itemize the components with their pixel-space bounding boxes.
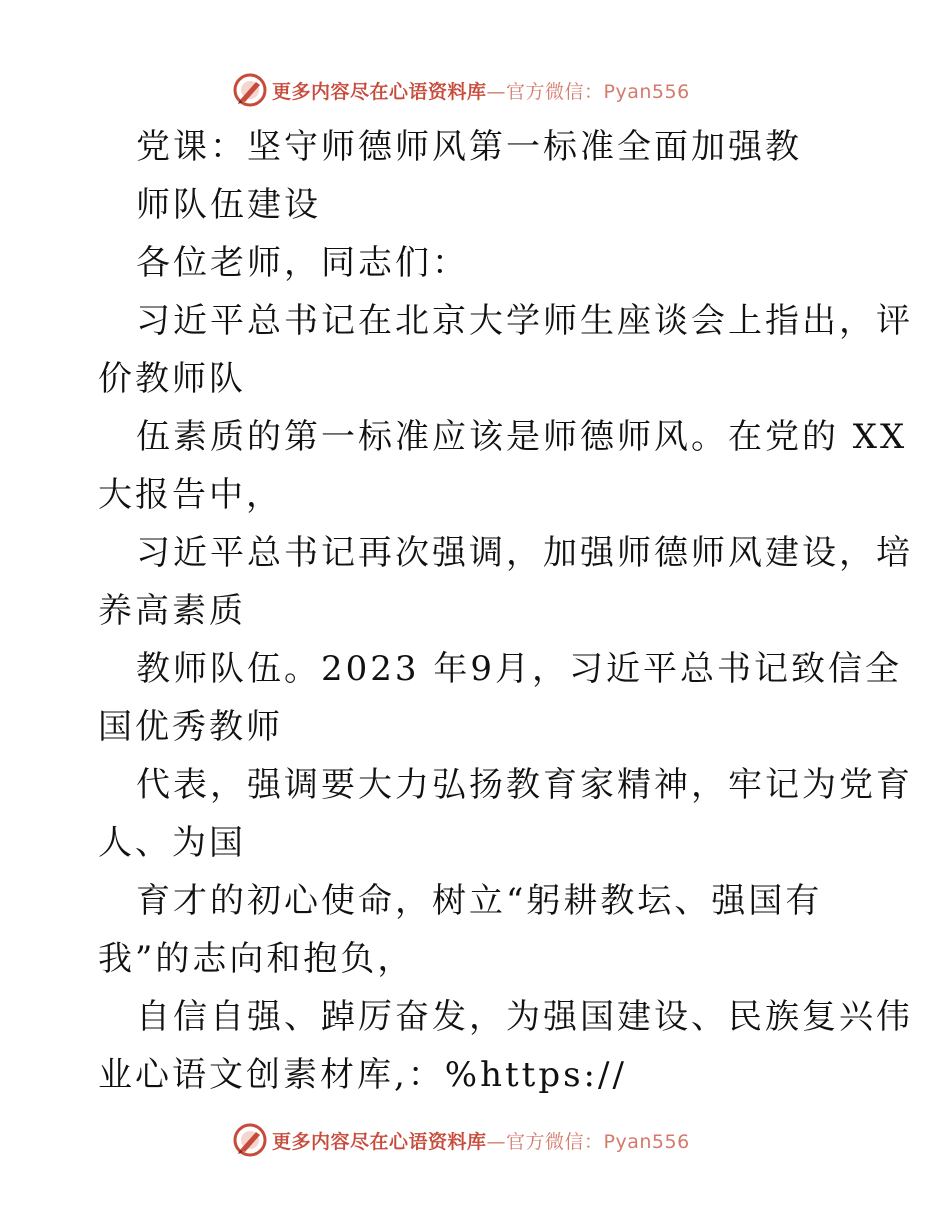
banner-wechat-text: —官方微信：Pyan556: [486, 1130, 690, 1153]
title-line-1: 党课：坚守师德师风第一标准全面加强教: [136, 127, 802, 167]
paragraph-line: 习近平总书记再次强调，加强师德师风建设，培: [136, 533, 913, 573]
paragraph-line: 国优秀教师: [98, 707, 283, 747]
paragraph-line: 养高素质: [98, 591, 246, 631]
paragraph-line: 教师队伍。2023 年9月，习近平总书记致信全: [136, 649, 902, 689]
paragraph-line: 习近平总书记在北京大学师生座谈会上指出，评: [136, 301, 913, 341]
header-banner: [0, 70, 950, 110]
title-line-2: 师队伍建设: [136, 185, 321, 225]
banner-lead-text: 更多内容尽在心语资料库: [272, 80, 487, 103]
banner-lead-text: 更多内容尽在心语资料库: [272, 1130, 487, 1153]
paragraph-line: 业心语文创素材库,：%https://: [98, 1055, 627, 1095]
paragraph-line: 伍素质的第一标准应该是师德师风。在党的 XX: [136, 417, 908, 457]
document-body: [98, 118, 913, 1104]
pen-logo-icon: [232, 1122, 268, 1158]
paragraph-line: 自信自强、踔厉奋发，为强国建设、民族复兴伟: [136, 997, 913, 1037]
banner-wechat-text: —官方微信：Pyan556: [486, 80, 690, 103]
paragraph-line: 人、为国: [98, 823, 246, 863]
pen-logo-icon: [232, 72, 268, 108]
paragraph-line: 我”的志向和抱负，: [98, 939, 415, 979]
paragraph-line: 育才的初心使命，树立“躬耕教坛、强国有: [136, 881, 823, 921]
paragraph-line: 价教师队: [98, 359, 246, 399]
footer-banner: [0, 1120, 950, 1160]
salutation: 各位老师，同志们：: [136, 243, 469, 283]
paragraph-line: 大报告中，: [98, 475, 283, 515]
paragraph-line: 代表，强调要大力弘扬教育家精神，牢记为党育: [136, 765, 913, 805]
